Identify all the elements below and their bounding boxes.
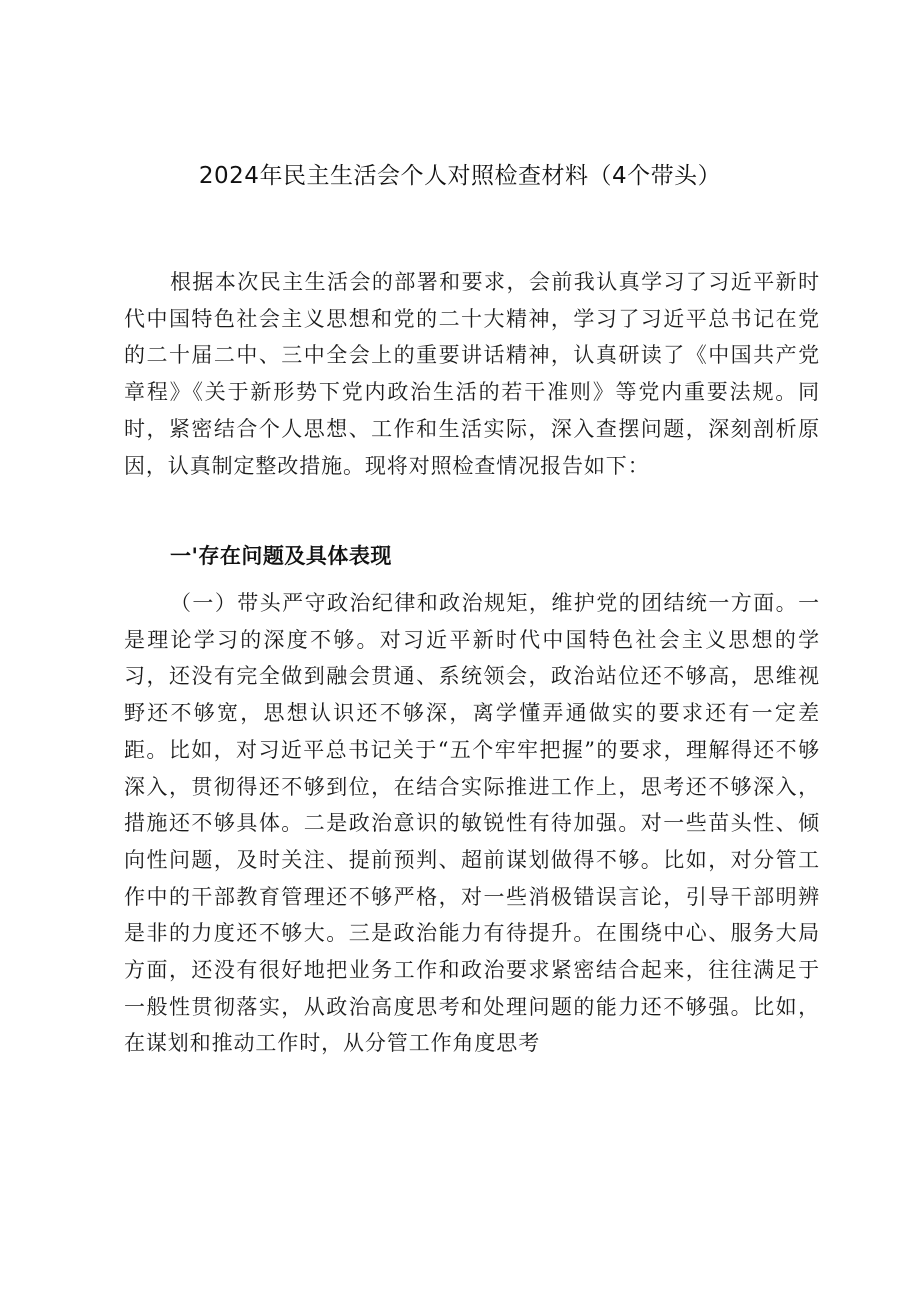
intro-paragraph: 根据本次民主生活会的部署和要求，会前我认真学习了习近平新时代中国特色社会主义思想和党的二十大精神，学习了习近平总书记在党的二十届二中、三中全会上的重要讲话精神，认真研读了《中国共产党章程》《关于新形势下党内政治生活的若干准则》等党内重要法规。同时，紧密结合个人思想、工作和生活实际，深入查摆问题，深刻剖析原因，认真制定整改措施。现将对照检查情况报告如下： <box>124 270 820 478</box>
document-title: 2024年民主生活会个人对照检查材料（4个带头） <box>198 163 722 189</box>
section-heading-problems: 一'存在问题及具体表现 <box>170 544 392 568</box>
subsection-paragraph-political-discipline: （一）带头严守政治纪律和政治规矩，维护党的团结统一方面。一是理论学习的深度不够。对习近平新时代中国特色社会主义思想的学习，还没有完全做到融会贯通、系统领会，政治站位还不够高，思维视野还不够宽，思想认识还不够深，离学懂弄通做实的要求还有一定差距。比如，对习近平总书记关于“五个牢牢把握”的要求，理解得还不够深入，贯彻得还不够到位，在结合实际推进工作上，思考还不够深入，措施还不够具体。二是政治意识的敏锐性有待加强。对一些苗头性、倾向性问题，及时关注、提前预判、超前谋划做得不够。比如，对分管工作中的干部教育管理还不够严格，对一些消极错误言论，引导干部明辨是非的力度还不够大。三是政治能力有待提升。在围绕中心、服务大局方面，还没有很好地把业务工作和政治要求紧密结合起来，往往满足于一般性贯彻落实，从政治高度思考和处理问题的能力还不够强。比如，在谋划和推动工作时，从分管工作角度思考 <box>124 591 820 1056</box>
